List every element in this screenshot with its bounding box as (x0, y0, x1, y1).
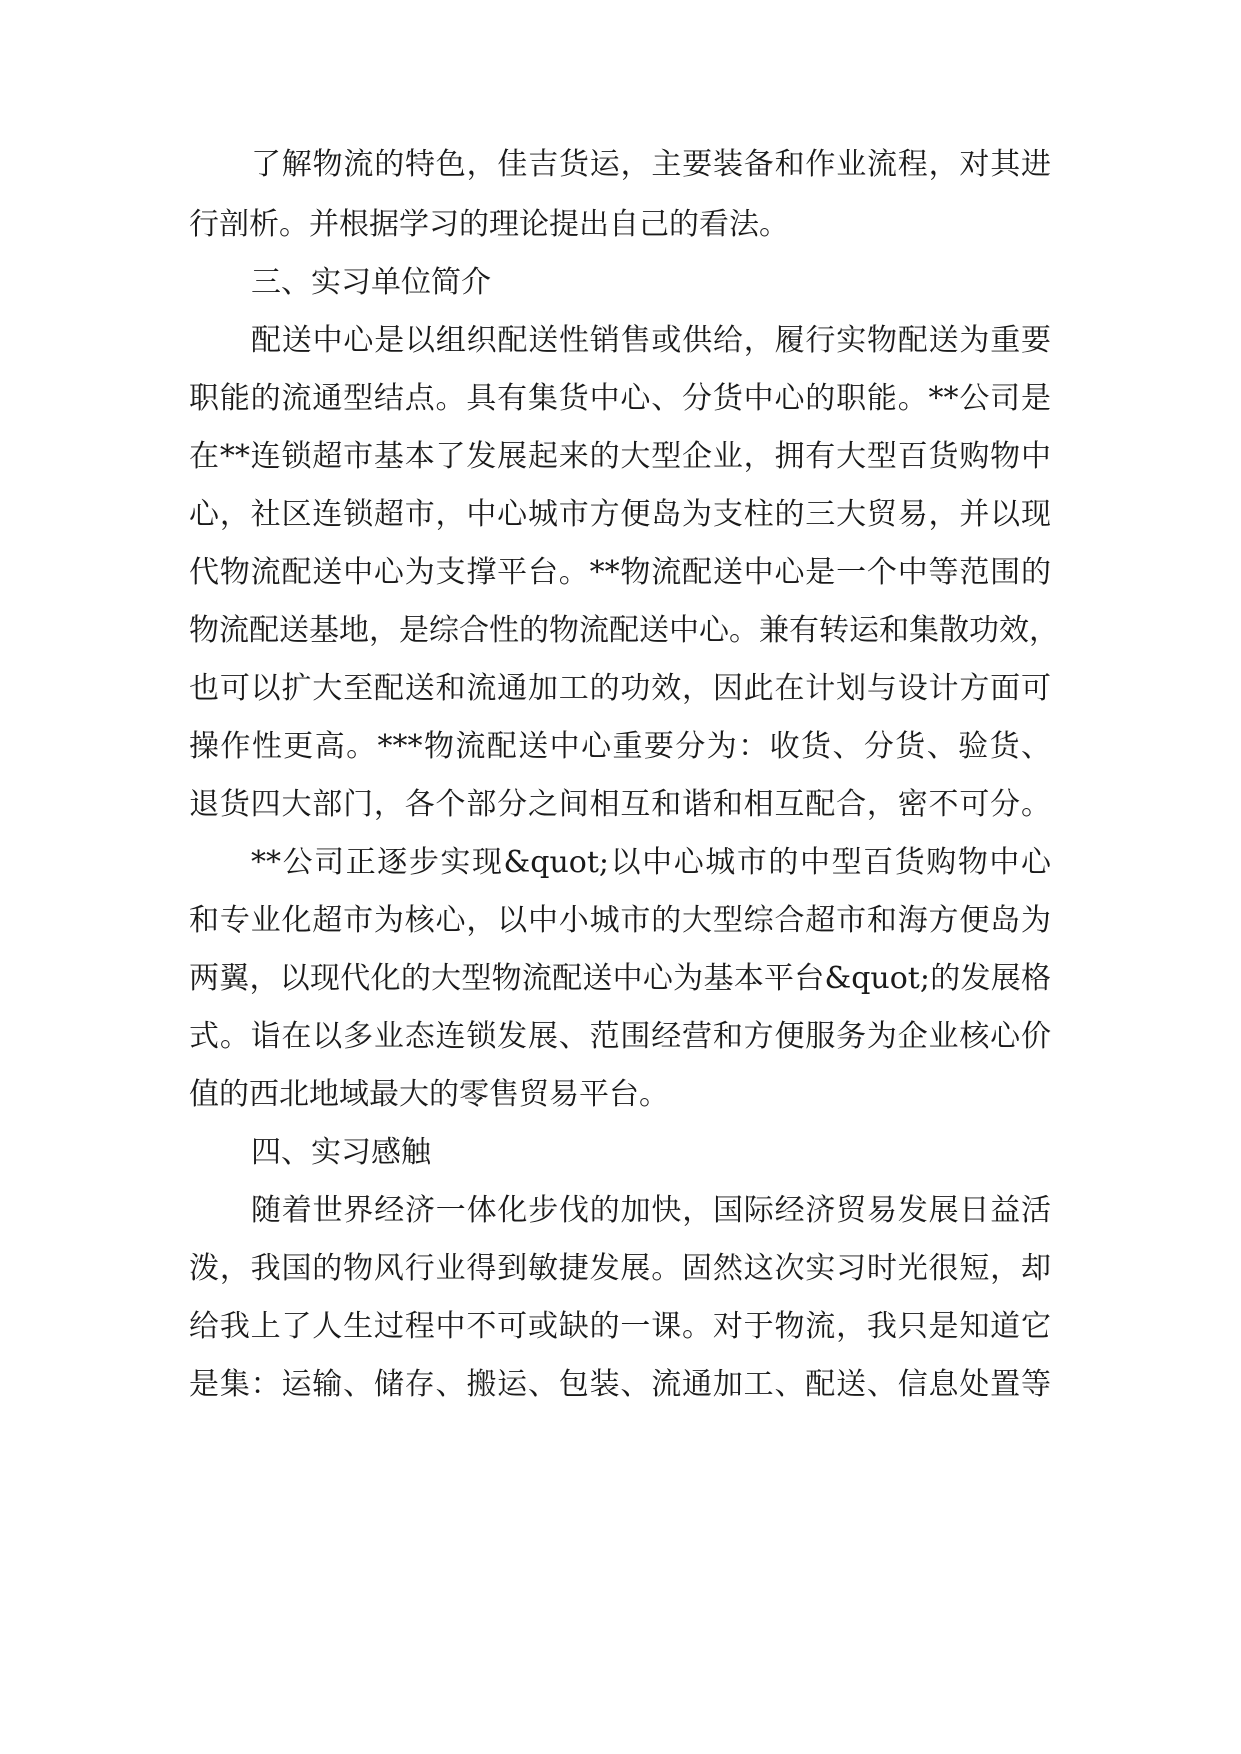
paragraph-line-15: 两翼，以现代化的大型物流配送中心为基本平台&quot;的发展格 (189, 961, 1051, 996)
paragraph-line-12: 退货四大部门，各个部分之间相互和谐和相互配合，密不可分。 (189, 787, 1051, 822)
paragraph-line-19: 随着世界经济一体化步伐的加快，国际经济贸易发展日益活 (251, 1193, 1051, 1228)
paragraph-line-9: 物流配送基地，是综合性的物流配送中心。兼有转运和集散功效， (189, 613, 1059, 648)
paragraph-line-17: 值的西北地域最大的零售贸易平台。 (189, 1077, 669, 1112)
paragraph-line-2: 行剖析。并根据学习的理论提出自己的看法。 (189, 207, 789, 242)
paragraph-line-4: 配送中心是以组织配送性销售或供给，履行实物配送为重要 (251, 323, 1051, 358)
paragraph-line-13: **公司正逐步实现&quot;以中心城市的中型百货购物中心 (251, 845, 1051, 880)
paragraph-line-7: 心，社区连锁超市，中心城市方便岛为支柱的三大贸易，并以现 (189, 497, 1051, 532)
paragraph-line-10: 也可以扩大至配送和流通加工的功效，因此在计划与设计方面可 (189, 671, 1051, 706)
paragraph-line-8: 代物流配送中心为支撑平台。**物流配送中心是一个中等范围的 (189, 555, 1051, 590)
section-heading-18: 四、实习感触 (251, 1135, 431, 1170)
paragraph-line-11: 操作性更高。***物流配送中心重要分为：收货、分货、验货、 (189, 729, 1051, 764)
paragraph-line-16: 式。诣在以多业态连锁发展、范围经营和方便服务为企业核心价 (189, 1019, 1051, 1054)
paragraph-line-22: 是集：运输、储存、搬运、包装、流通加工、配送、信息处置等 (189, 1367, 1051, 1402)
paragraph-line-20: 泼，我国的物风行业得到敏捷发展。固然这次实习时光很短，却 (189, 1251, 1051, 1286)
paragraph-line-21: 给我上了人生过程中不可或缺的一课。对于物流，我只是知道它 (189, 1309, 1051, 1344)
paragraph-line-5: 职能的流通型结点。具有集货中心、分货中心的职能。**公司是 (189, 381, 1051, 416)
paragraph-line-1: 了解物流的特色，佳吉货运，主要装备和作业流程，对其进 (251, 147, 1051, 182)
paragraph-line-6: 在**连锁超市基本了发展起来的大型企业，拥有大型百货购物中 (189, 439, 1051, 474)
section-heading-3: 三、实习单位简介 (251, 265, 491, 300)
paragraph-line-14: 和专业化超市为核心，以中小城市的大型综合超市和海方便岛为 (189, 903, 1051, 938)
